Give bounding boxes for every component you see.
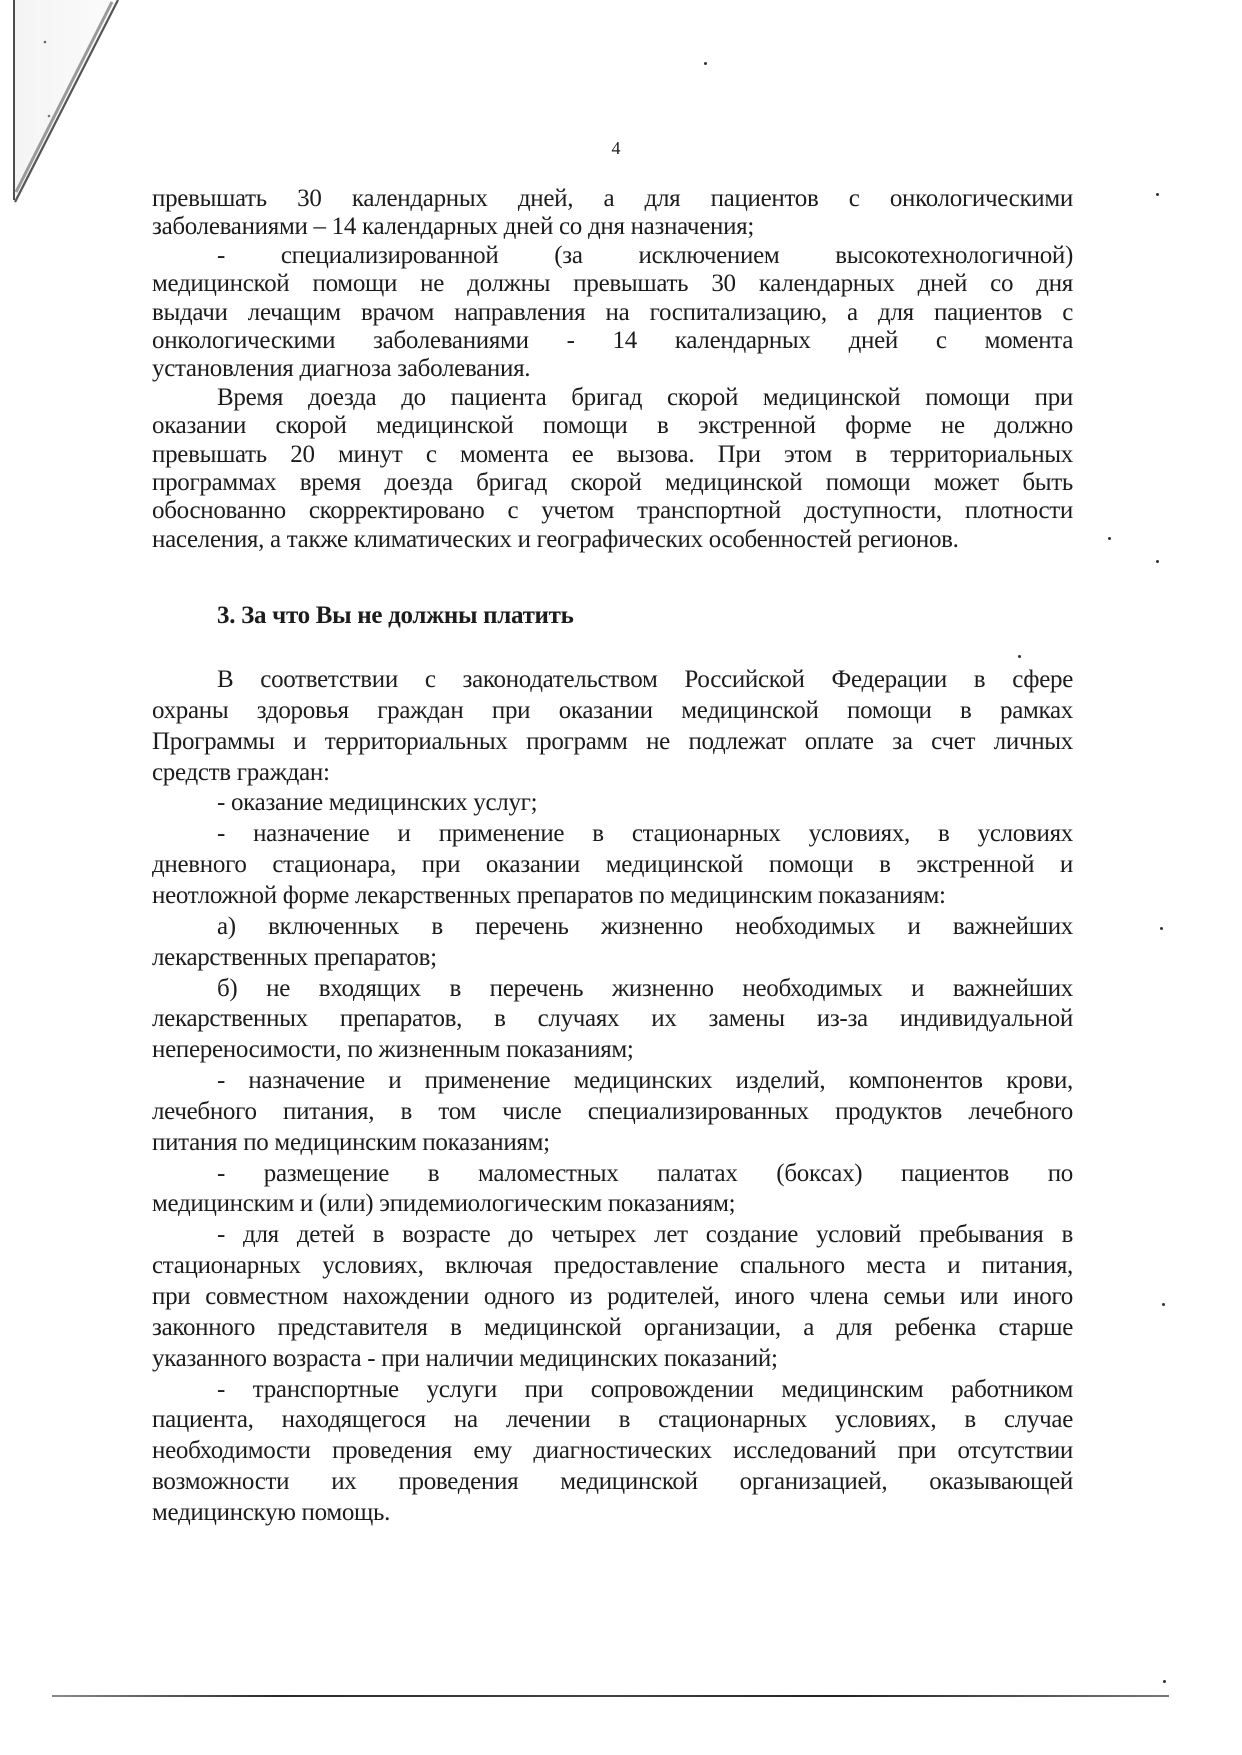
text-line: Время доезда до пациента бригад скорой медицинской помощи при — [217, 383, 1073, 411]
text-line: при совместном нахождении одного из родителей, иного члена семьи или иного — [152, 1283, 1073, 1310]
text-line: - специализированной (за исключением высокотехнологичной) — [217, 241, 1073, 269]
text-line: медицинским и (или) эпидемиологическим показаниям; — [152, 1190, 736, 1218]
text-line: питания по медицинским показаниям; — [152, 1128, 550, 1156]
text-line: лекарственных препаратов; — [152, 943, 437, 971]
scan-speck — [1156, 560, 1159, 563]
scan-speck — [1156, 193, 1159, 196]
text-line: а) включенных в перечень жизненно необходимых и важнейших — [217, 912, 1073, 940]
text-line: неотложной форме лекарственных препаратов по медицинским показаниям: — [152, 881, 946, 909]
section-3-heading: 3. За что Вы не должны платить — [217, 602, 574, 629]
text-line: населения, а также климатических и географических особенностей регионов. — [152, 525, 959, 553]
scan-speck — [1018, 655, 1021, 658]
page-number: 4 — [611, 138, 621, 158]
text-line: - оказание медицинских услуг; — [217, 789, 538, 817]
text-line: б) не входящих в перечень жизненно необходимых и важнейших — [217, 974, 1073, 1002]
text-line: лекарственных препаратов, в случаях их замены из-за индивидуальной — [152, 1005, 1073, 1033]
scan-speck — [1160, 927, 1163, 930]
text-line: медицинскую помощь. — [152, 1498, 391, 1526]
text-line: - назначение и применение в стационарных условиях, в условиях — [217, 820, 1073, 848]
text-line: - назначение и применение медицинских изделий, компонентов крови, — [217, 1067, 1073, 1095]
scan-speck — [1108, 537, 1111, 540]
text-line: лечебного питания, в том числе специализированных продуктов лечебного — [152, 1097, 1073, 1125]
folded-corner-artifact — [0, 0, 140, 230]
text-line: дневного стационара, при оказании медицинской помощи в экстренной и — [152, 851, 1073, 879]
text-line: онкологическими заболеваниями - 14 календарных дней с момента — [152, 327, 1073, 354]
text-line: Программы и территориальных программ не подлежат оплате за счет личных — [152, 727, 1073, 755]
text-line: пациента, находящегося на лечении в стационарных условиях, в случае — [152, 1406, 1073, 1434]
text-line: В соответствии с законодательством Российской Федерации в сфере — [217, 666, 1073, 693]
text-line: установления диагноза заболевания. — [152, 355, 531, 383]
footer-rule — [52, 1695, 1169, 1697]
text-line: возможности их проведения медицинской организацией, оказывающей — [152, 1468, 1073, 1496]
scan-speck — [1162, 1303, 1165, 1306]
text-line: средств граждан: — [152, 758, 330, 786]
text-line: превышать 20 минут с момента ее вызова. При этом в территориальных — [152, 440, 1073, 468]
text-line: превышать 30 календарных дней, а для пациентов с онкологическими — [152, 185, 1073, 212]
text-line: стационарных условиях, включая предоставление спального места и питания, — [152, 1252, 1073, 1280]
text-line: заболеваниями – 14 календарных дней со дня назначения; — [152, 213, 755, 241]
text-line: охраны здоровья граждан при оказании медицинской помощи в рамках — [152, 696, 1073, 724]
text-line: выдачи лечащим врачом направления на госпитализацию, а для пациентов с — [152, 298, 1073, 326]
scan-speck — [1163, 1680, 1166, 1683]
text-line: медицинской помощи не должны превышать 30 календарных дней со дня — [152, 270, 1073, 298]
text-line: указанного возраста - при наличии медицинских показаний; — [152, 1344, 778, 1372]
text-line: - транспортные услуги при сопровождении медицинским работником — [217, 1375, 1073, 1403]
scan-speck — [704, 62, 707, 65]
text-line: - для детей в возрасте до четырех лет создание условий пребывания в — [217, 1221, 1073, 1249]
text-line: необходимости проведения ему диагностических исследований при отсутствии — [152, 1437, 1073, 1465]
text-line: непереносимости, по жизненным показаниям; — [152, 1036, 634, 1064]
text-line: программах время доезда бригад скорой медицинской помощи может быть — [152, 469, 1073, 496]
text-line: оказании скорой медицинской помощи в экстренной форме не должно — [152, 412, 1073, 440]
text-line: обоснованно скорректировано с учетом транспортной доступности, плотности — [152, 497, 1073, 525]
text-line: - размещение в маломестных палатах (боксах) пациентов по — [217, 1159, 1073, 1187]
text-line: законного представителя в медицинской организации, а для ребенка старше — [152, 1313, 1073, 1341]
